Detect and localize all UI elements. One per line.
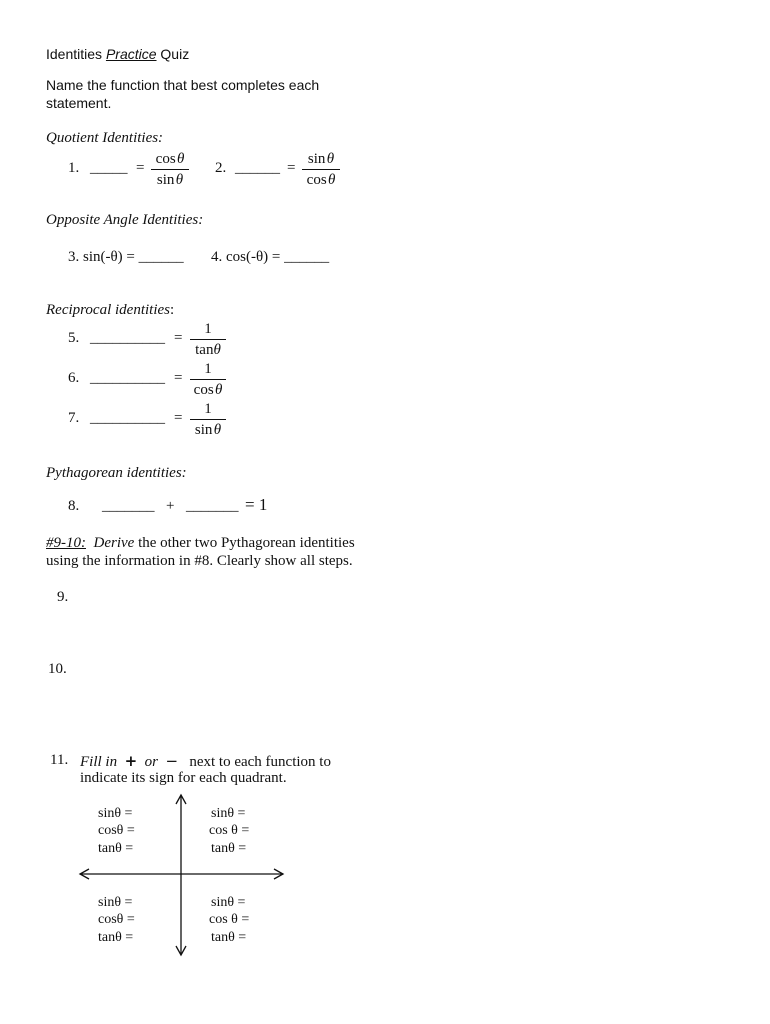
q11-line-1: Fill in + or − next to each function to xyxy=(80,752,331,770)
quadrant-4-tan: tanθ = xyxy=(211,930,247,945)
q3-text: 3. sin(-θ) = ______ xyxy=(68,249,184,265)
quadrant-4-cos: cos θ = xyxy=(209,912,250,927)
quiz-title: Identities Practice Quiz xyxy=(46,46,190,62)
quadrant-3-sin: sinθ = xyxy=(98,895,133,910)
opposite-heading: Opposite Angle Identities: xyxy=(46,212,204,228)
q9-number: 9. xyxy=(57,589,69,605)
plus-sign: + xyxy=(124,752,138,770)
q1-equals: = xyxy=(136,160,145,176)
q6-equals: = xyxy=(174,370,183,386)
q5-blank: __________ xyxy=(90,330,165,346)
derive-line-2: using the information in #8. Clearly show all steps. xyxy=(46,553,353,569)
q5-fraction: 1 tanθ xyxy=(190,320,226,359)
q8-equals-one: = 1 xyxy=(245,495,268,514)
q2-number: 2. xyxy=(215,160,227,176)
q2-fraction: sin θ cos θ xyxy=(302,150,340,189)
q1-number: 1. xyxy=(68,160,80,176)
reciprocal-heading: Reciprocal identities: xyxy=(46,302,175,318)
q6-blank: __________ xyxy=(90,370,165,386)
q8-blank-2: _______ xyxy=(186,498,239,514)
q8-plus: + xyxy=(166,498,175,514)
quadrant-2-tan: tanθ = xyxy=(98,841,134,856)
quadrant-2-sin: sinθ = xyxy=(98,806,133,821)
q10-number: 10. xyxy=(48,661,67,677)
q2-equals: = xyxy=(287,160,296,176)
q6-fraction: 1 cos θ xyxy=(190,360,226,399)
pythagorean-heading: Pythagorean identities: xyxy=(46,465,187,481)
q4-text: 4. cos(-θ) = ______ xyxy=(211,249,330,265)
q1-fraction: cos θ sin θ xyxy=(151,150,189,189)
quadrant-3-tan: tanθ = xyxy=(98,930,134,945)
q5-number: 5. xyxy=(68,330,80,346)
quotient-heading: Quotient Identities: xyxy=(46,130,164,146)
title-emphasis: Practice xyxy=(105,46,157,62)
q5-equals: = xyxy=(174,330,183,346)
quadrant-1-sin: sinθ = xyxy=(211,806,246,821)
q7-number: 7. xyxy=(68,410,80,426)
q8-number: 8. xyxy=(68,498,80,514)
q2-blank: ______ xyxy=(235,160,280,176)
instruction-line-2: statement. xyxy=(46,95,112,111)
derive-label: #9-10: xyxy=(46,535,86,551)
quadrant-3-cos: cosθ = xyxy=(98,912,135,927)
q6-number: 6. xyxy=(68,370,80,386)
minus-sign: − xyxy=(165,752,179,770)
instruction-line-1: Name the function that best completes each xyxy=(46,77,320,93)
q7-blank: __________ xyxy=(90,410,165,426)
q1-blank: _____ xyxy=(90,160,128,176)
derive-line-1: #9-10: Derive the other two Pythagorean identities xyxy=(46,535,355,551)
q7-fraction: 1 sin θ xyxy=(190,400,226,439)
q7-equals: = xyxy=(174,410,183,426)
q8-blank-1: _______ xyxy=(102,498,155,514)
quadrant-4-sin: sinθ = xyxy=(211,895,246,910)
q11-number: 11. xyxy=(50,752,69,768)
quadrant-1-tan: tanθ = xyxy=(211,841,247,856)
quadrant-2-cos: cosθ = xyxy=(98,823,135,838)
q11-line-2: indicate its sign for each quadrant. xyxy=(80,770,287,786)
quadrant-1-cos: cos θ = xyxy=(209,823,250,838)
